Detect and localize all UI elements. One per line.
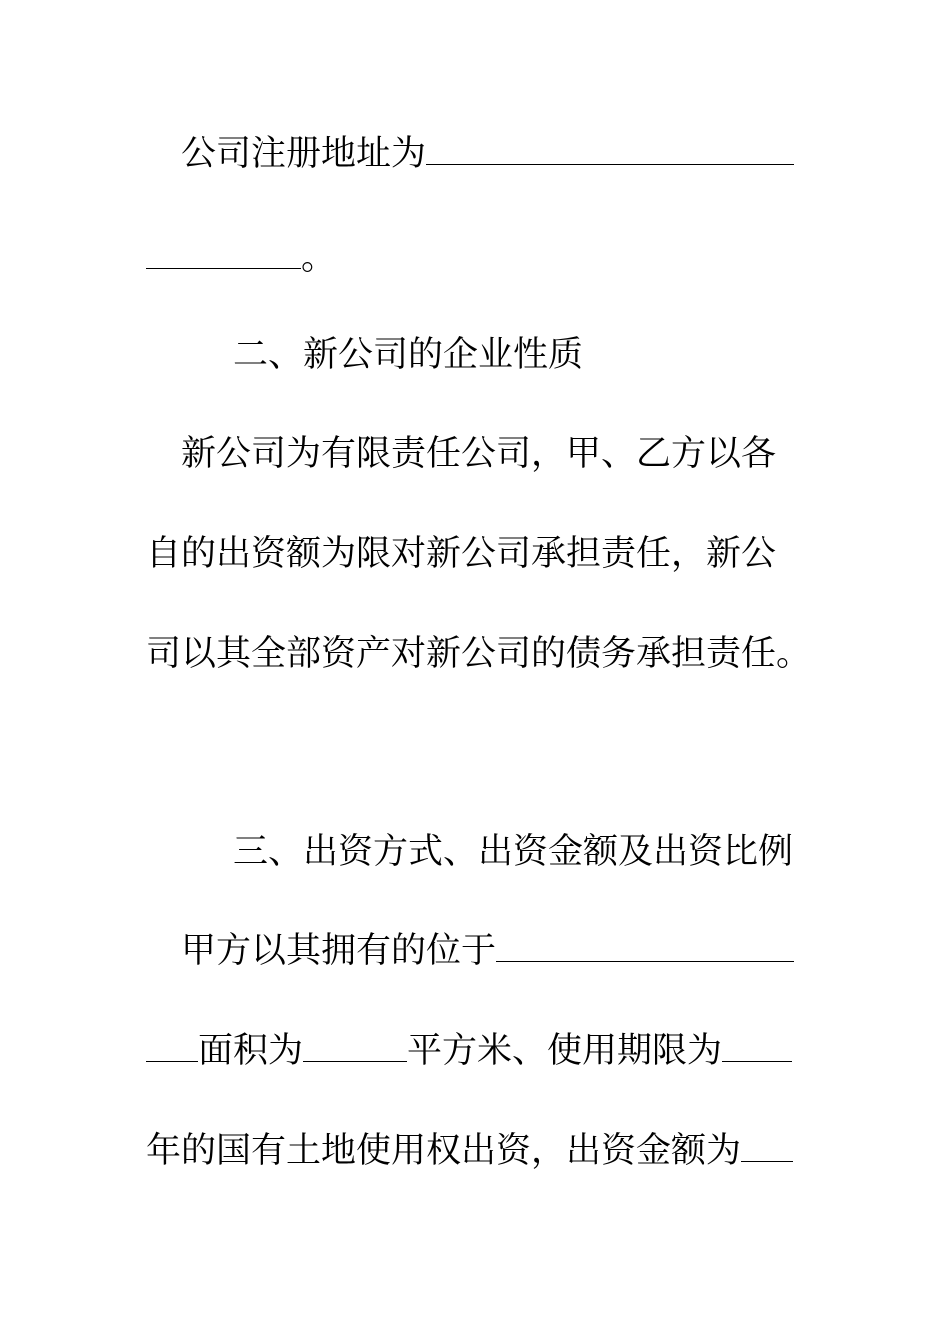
- term-years-blank: [722, 1031, 792, 1062]
- address-line: [181, 132, 794, 176]
- section-heading-2: 二、新公司的企业性质: [233, 335, 584, 375]
- area-unit-term-label: 平方米、使用期限为: [407, 1031, 723, 1071]
- address-label: 公司注册地址为: [181, 134, 427, 174]
- contribution-amount-label: 年的国有土地使用权出资，出资金额为: [146, 1131, 742, 1171]
- land-location-blank-continued: [146, 1031, 198, 1062]
- section-heading-3: 三、出资方式、出资金额及出资比例: [233, 832, 794, 872]
- contribution-amount-blank: [741, 1131, 793, 1162]
- area-label: 面积为: [198, 1031, 304, 1071]
- address-blank: [426, 134, 794, 165]
- address-blank-continued: [146, 238, 301, 269]
- area-blank: [303, 1031, 407, 1062]
- paragraph-3-line-1: [181, 929, 794, 973]
- land-location-blank: [496, 931, 794, 962]
- paragraph-3-line-2: [146, 1029, 792, 1073]
- address-continuation-line: [146, 236, 336, 280]
- paragraph-3-line-3: [146, 1129, 793, 1173]
- paragraph-2-line-1: 新公司为有限责任公司，甲、乙方以各: [181, 434, 777, 474]
- land-location-label: 甲方以其拥有的位于: [181, 931, 497, 971]
- paragraph-2-line-3: 司以其全部资产对新公司的债务承担责任。: [146, 634, 812, 674]
- paragraph-2-line-2: 自的出资额为限对新公司承担责任，新公: [146, 534, 777, 574]
- address-end-punctuation: 。: [301, 238, 337, 278]
